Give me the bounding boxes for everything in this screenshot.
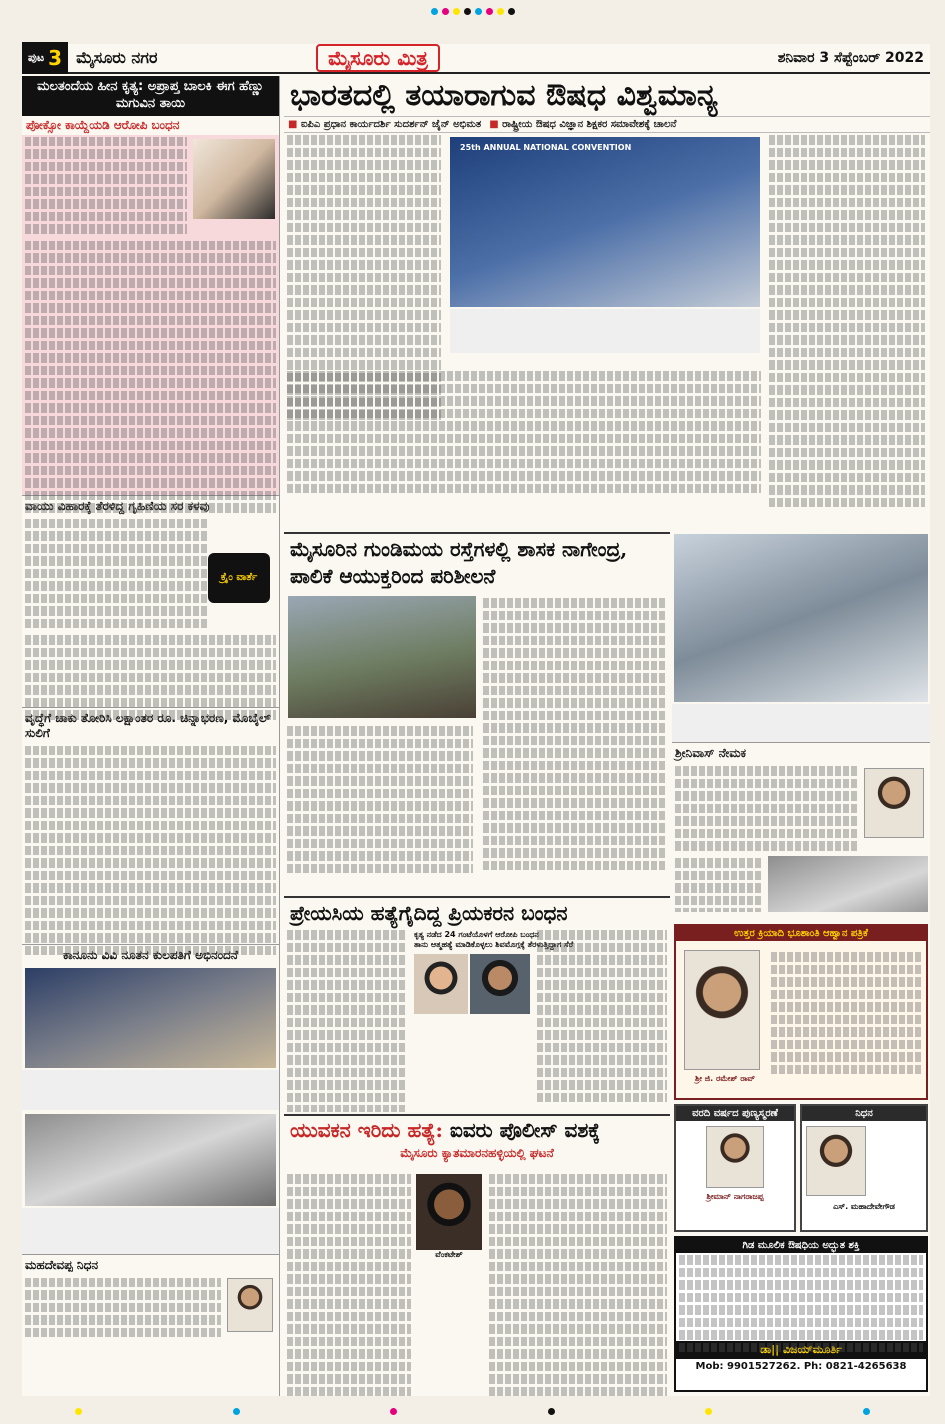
remembrance-name: ಶ್ರೀಮಾನ್ ನಾಗರಾಜಪ್ಪ — [706, 1192, 764, 1201]
lead-bullet: ■ ಐಪಿಎ ಪ್ರಧಾನ ಕಾರ್ಯದರ್ಶಿ ಸುದರ್ಶನ್ ಜೈನ್ ಅಭಿಮತ — [288, 119, 481, 130]
herbal-doctor-name: ಡಾ|| ವಿಜಯ್‌ಮೂರ್ತಿ — [676, 1341, 926, 1359]
vc-felicitation-headline: ಕಾನೂನು ವಿವಿ ನೂತನ ಕುಲಪತಿಗೆ ಅಭಿನಂದನೆ — [22, 944, 279, 966]
obituary-portrait — [227, 1278, 273, 1332]
murder-headline: ಪ್ರೇಯಸಿಯ ಹತ್ಯೆಗೈದಿದ್ದ ಪ್ರಿಯಕರನ ಬಂಧನ — [290, 901, 568, 925]
murder-story — [284, 896, 670, 1112]
ceremony-ad — [674, 924, 928, 1100]
clinic-photo — [674, 534, 928, 702]
photo-caption — [450, 309, 760, 353]
victim-photo — [414, 954, 468, 1014]
victim-youth-photo — [416, 1174, 482, 1250]
group-photo — [25, 1114, 276, 1206]
death-notice-title: ನಿಧನ — [802, 1106, 926, 1121]
appointee-portrait — [864, 768, 924, 838]
youth-headline-red: ಯುವಕನ ಇರಿದು ಹತ್ಯೆ: — [290, 1118, 443, 1142]
youth-headline-rest: ಐವರು ಪೊಲೀಸ್ ವಶಕ್ಕೆ — [449, 1118, 600, 1142]
body-text — [284, 369, 764, 498]
victim-name-label: ವೆಂಕಟೇಶ್ — [435, 1250, 463, 1259]
youth-story — [284, 1114, 670, 1396]
body-text — [768, 950, 926, 1079]
issue-date: ಶನಿವಾರ 3 ಸೆಪ್ಟೆಂಬರ್ 2022 — [777, 50, 924, 66]
robbery-body — [22, 744, 279, 944]
page-label: ಪುಟ — [28, 51, 45, 64]
herbal-ad-title: ಗಿಡ ಮೂಲಿಕ ಔಷಧಿಯ ಅದ್ಭುತ ಶಕ್ತಿ — [676, 1238, 926, 1253]
convention-photo — [450, 137, 760, 307]
remembrance-ad-title: ವರದಿ ವರ್ಷದ ಪುಣ್ಯಸ್ಮರಣೆ — [676, 1106, 794, 1121]
registration-marks-bottom — [0, 1408, 945, 1418]
body-text — [284, 928, 410, 1112]
obituary-story — [22, 1276, 279, 1346]
youth-subhead: ಮೈಸೂರು ಕ್ಯಾತಮಾರನಹಳ್ಳಿಯಲ್ಲಿ ಘಟನೆ — [400, 1146, 554, 1160]
herbal-phone: Mob: 9901527262. Ph: 0821-4265638 — [695, 1361, 907, 1372]
victim-illustration — [193, 139, 275, 219]
body-text — [766, 133, 928, 512]
murder-bullet: ತಾನು ಆತ್ಮಹತ್ಯೆ ಮಾಡಿಕೊಳ್ಳಲು ಶಿವಮೊಗ್ಗಕ್ಕೆ ತೆರಳುತ್ತಿದ್ದಾಗ ಸೆರೆ — [414, 940, 574, 949]
robbery-headline: ವೃದ್ಧೆಗೆ ಚಾಕು ತೋರಿಸಿ ಲಕ್ಷಾಂತರ ರೂ. ಚಿನ್ನಾಭರಣ, ಮೊಬೈಲ್ ಸುಲಿಗೆ — [22, 707, 279, 744]
ceremony-name: ಶ್ರೀ ಜಿ. ರಮೇಶ್ ರಾವ್ — [694, 1074, 756, 1083]
chain-snatch-headline: ವಾಯು ವಿಹಾರಕ್ಕೆ ತೆರಳಿದ್ದ ಗೃಹಿಣಿಯ ಸರ ಕಳವು — [22, 495, 279, 517]
roads-headline: ಮೈಸೂರಿನ ಗುಂಡಿಮಯ ರಸ್ತೆಗಳಲ್ಲಿ ಶಾಸಕ ನಾಗೇಂದ್ರ, ಪಾಲಿಕೆ ಆಯುಕ್ತರಿಂದ ಪರಿಶೀಲನೆ — [290, 537, 628, 588]
body-text — [22, 239, 279, 518]
photo-caption — [22, 1070, 279, 1110]
section-title: ಮೈಸೂರು ನಗರ — [76, 48, 158, 67]
right-middle — [672, 532, 930, 912]
appointment-headline: ಶ್ರೀನಿವಾಸ್ ನೇಮಕ — [672, 742, 930, 764]
photo-caption — [22, 1208, 279, 1254]
remembrance-portrait — [706, 1126, 764, 1188]
youth-headline — [284, 1116, 670, 1144]
page-number: 3 — [48, 46, 63, 70]
body-text — [22, 633, 279, 725]
accused-photo — [470, 954, 530, 1014]
left-column — [22, 76, 280, 1396]
registration-marks-top — [0, 8, 945, 18]
paper-logo: ಮೈಸೂರು ಮಿತ್ರ — [316, 44, 440, 72]
body-text — [486, 1172, 670, 1396]
masthead — [22, 44, 930, 74]
convention-banner: 25th ANNUAL NATIONAL CONVENTION — [460, 143, 632, 152]
body-text — [284, 724, 476, 878]
death-notice-name: ಎಸ್. ಮಹಾದೇವೇಗೌಡ — [833, 1202, 895, 1211]
school-photo — [768, 856, 928, 912]
remembrance-ad — [674, 1104, 796, 1232]
body-text — [672, 856, 764, 912]
lead-bullet: ■ ರಾಷ್ಟ್ರೀಯ ಔಷಧ ವಿಜ್ಞಾನ ಶಿಕ್ಷಕರ ಸಮಾವೇಶಕ್ಕೆ ಚಾಲನೆ — [489, 119, 676, 130]
left-top-story — [22, 135, 279, 495]
death-notice-portrait — [806, 1126, 866, 1196]
newspaper-page — [22, 44, 930, 1396]
herbal-clinic-ad — [674, 1236, 928, 1392]
lead-headline: ಭಾರತದಲ್ಲಿ ತಯಾರಾಗುವ ಔಷಧ ವಿಶ್ವಮಾನ್ಯ — [290, 78, 718, 113]
death-notice-ad — [800, 1104, 928, 1232]
body-text — [480, 596, 670, 875]
lead-bullets — [284, 116, 930, 133]
lead-body — [284, 133, 930, 523]
page-number-badge — [22, 42, 68, 74]
roads-story — [284, 532, 670, 892]
ceremony-portrait — [684, 950, 760, 1070]
lead-story — [284, 76, 930, 528]
ceremony-ad-title: ಉತ್ತರ ಕ್ರಿಯಾದಿ ಭೂಶಾಂತಿ ಆಹ್ವಾನ ಪತ್ರಿಕೆ — [676, 926, 926, 941]
body-text — [284, 1172, 414, 1396]
murder-bullet: ಕೃತ್ಯ ನಡೆದ 24 ಗಂಟೆಯೊಳಗೆ ಆರೋಪಿ ಬಂಧನ — [414, 930, 539, 939]
left-top-subhead: ಪೋಕ್ಸೋ ಕಾಯ್ದೆಯಡಿ ಆರೋಪಿ ಬಂಧನ — [26, 117, 180, 132]
obituary-headline: ಮಹದೇವಪ್ಪ ನಿಧನ — [22, 1254, 279, 1276]
school-story — [672, 856, 930, 912]
crime-news-logo: ಕ್ರೈಂ ವಾರ್ತೆ — [208, 553, 270, 603]
appointment-story — [672, 764, 930, 856]
chain-snatch-story — [22, 517, 279, 707]
body-text — [676, 1253, 926, 1341]
left-top-headline: ಮಲತಂದೆಯ ಹೀನ ಕೃತ್ಯ: ಅಪ್ರಾಪ್ತ ಬಾಲಕಿ ಈಗ ಹೆಣ್ಣು ಮಗುವಿನ ತಾಯಿ — [22, 76, 279, 116]
photo-caption — [672, 704, 930, 742]
body-text — [534, 928, 670, 1107]
vc-felicitation-photo — [25, 968, 276, 1068]
road-inspection-photo — [288, 596, 476, 718]
